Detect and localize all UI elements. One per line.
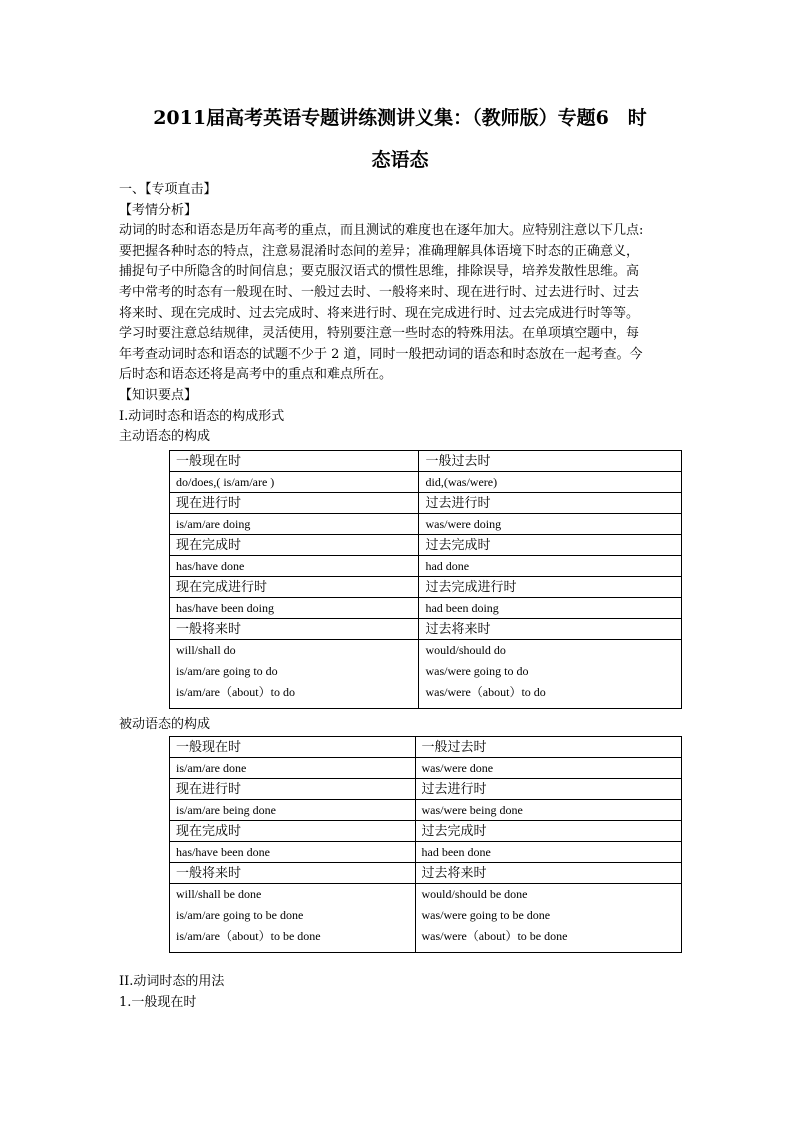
table-cell: had done <box>419 556 682 577</box>
table-cell: is/am/are doing <box>170 514 419 535</box>
table-cell: was/were doing <box>419 514 682 535</box>
future-form: was/were going to do <box>425 664 529 678</box>
table-cell <box>170 640 419 709</box>
table-cell: is/am/are done <box>170 758 416 779</box>
table-row <box>170 863 682 884</box>
table-cell <box>415 884 682 953</box>
table-cell: 过去进行时 <box>415 779 682 800</box>
table-cell: is/am/are being done <box>170 800 416 821</box>
table-row <box>170 758 682 779</box>
table-cell: 过去进行时 <box>419 493 682 514</box>
table-cell: did,(was/were) <box>419 472 682 493</box>
future-form: is/am/are going to be done <box>176 908 304 922</box>
knowledge-heading: 【知识要点】 <box>119 387 198 403</box>
analysis-line: 年考查动词时态和语态的试题不少于 2 道，同时一般把动词的语态和时态放在一起考查。今 <box>119 346 643 362</box>
document-title-line-2: 态语态 <box>371 149 429 171</box>
part2-item-heading: 1.一般现在时 <box>119 995 197 1010</box>
table-row <box>170 493 682 514</box>
table-row <box>170 779 682 800</box>
analysis-line: 后时态和语态还将是高考中的重点和难点所在。 <box>119 367 393 383</box>
table-cell: 一般过去时 <box>419 451 682 472</box>
table-row <box>170 884 682 953</box>
table-cell: 过去完成进行时 <box>419 577 682 598</box>
table-cell: has/have been doing <box>170 598 419 619</box>
table-row <box>170 821 682 842</box>
analysis-line: 动词的时态和语态是历年高考的重点，而且测试的难度也在逐年加大。应特别注意以下几点: <box>119 223 644 239</box>
document-title-line-1: 2011届高考英语专题讲练测讲义集：（教师版）专题6 时 <box>153 107 647 129</box>
future-form: is/am/are going to do <box>176 664 278 678</box>
future-form: will/shall be done <box>176 887 262 901</box>
table-cell <box>170 884 416 953</box>
analysis-line: 学习时要注意总结规律，灵活使用，特别要注意一些时态的特殊用法。在单项填空题中，每 <box>119 326 640 342</box>
table-row <box>170 598 682 619</box>
table-cell: 过去完成时 <box>419 535 682 556</box>
future-form: was/were going to be done <box>421 908 551 922</box>
future-form: was/were（about）to be done <box>421 929 568 943</box>
active-voice-table <box>169 450 682 709</box>
table-row <box>170 640 682 709</box>
table-cell: do/does,( is/am/are ) <box>170 472 419 493</box>
table-row <box>170 577 682 598</box>
table-cell: 现在完成时 <box>170 821 416 842</box>
future-form: is/am/are（about）to be done <box>176 929 321 943</box>
table-cell: had been doing <box>419 598 682 619</box>
table-row <box>170 535 682 556</box>
future-form: would/should do <box>425 643 506 657</box>
table-cell: was/were done <box>415 758 682 779</box>
table-row <box>170 800 682 821</box>
future-form: is/am/are（about）to do <box>176 685 295 699</box>
table-cell: 现在进行时 <box>170 493 419 514</box>
table-cell: 现在完成进行时 <box>170 577 419 598</box>
table-row <box>170 451 682 472</box>
table-row <box>170 619 682 640</box>
table-cell: 一般现在时 <box>170 451 419 472</box>
future-form: was/were（about）to do <box>425 685 546 699</box>
analysis-paragraph <box>119 221 685 386</box>
section-heading: 一、【专项直击】 <box>119 182 217 197</box>
table-row <box>170 556 682 577</box>
analysis-line: 将来时、现在完成时、过去完成时、将来进行时、现在完成进行时、过去完成进行时等等。 <box>119 305 640 321</box>
active-voice-heading: 主动语态的构成 <box>119 429 211 445</box>
part1-heading: I.动词时态和语态的构成形式 <box>119 408 285 424</box>
table-cell: 现在进行时 <box>170 779 416 800</box>
table-cell: 现在完成时 <box>170 535 419 556</box>
table-row <box>170 737 682 758</box>
passive-voice-table <box>169 736 682 953</box>
future-form: would/should be done <box>421 887 528 901</box>
part2-heading: II.动词时态的用法 <box>119 974 225 989</box>
analysis-line: 考中常考的时态有一般现在时、一般过去时、一般将来时、现在进行时、过去进行时、过去 <box>119 284 640 300</box>
table-cell: 一般过去时 <box>415 737 682 758</box>
table-row <box>170 472 682 493</box>
table-cell: 一般现在时 <box>170 737 416 758</box>
analysis-line: 捕捉句子中所隐含的时间信息；要克服汉语式的惯性思维，排除误导，培养发散性思维。高 <box>119 264 640 280</box>
table-cell: 一般将来时 <box>170 863 416 884</box>
future-form: will/shall do <box>176 643 236 657</box>
analysis-line: 要把握各种时态的特点，注意易混淆时态间的差异；准确理解具体语境下时态的正确意义， <box>119 243 640 259</box>
table-cell: was/were being done <box>415 800 682 821</box>
table-cell: has/have been done <box>170 842 416 863</box>
analysis-heading: 【考情分析】 <box>119 202 198 218</box>
passive-voice-heading: 被动语态的构成 <box>119 717 211 732</box>
table-row <box>170 842 682 863</box>
table-cell: 过去将来时 <box>419 619 682 640</box>
table-cell: had been done <box>415 842 682 863</box>
table-cell <box>419 640 682 709</box>
table-cell: 过去将来时 <box>415 863 682 884</box>
table-row <box>170 514 682 535</box>
table-cell: 过去完成时 <box>415 821 682 842</box>
table-cell: has/have done <box>170 556 419 577</box>
table-cell: 一般将来时 <box>170 619 419 640</box>
intro-section <box>119 180 685 448</box>
